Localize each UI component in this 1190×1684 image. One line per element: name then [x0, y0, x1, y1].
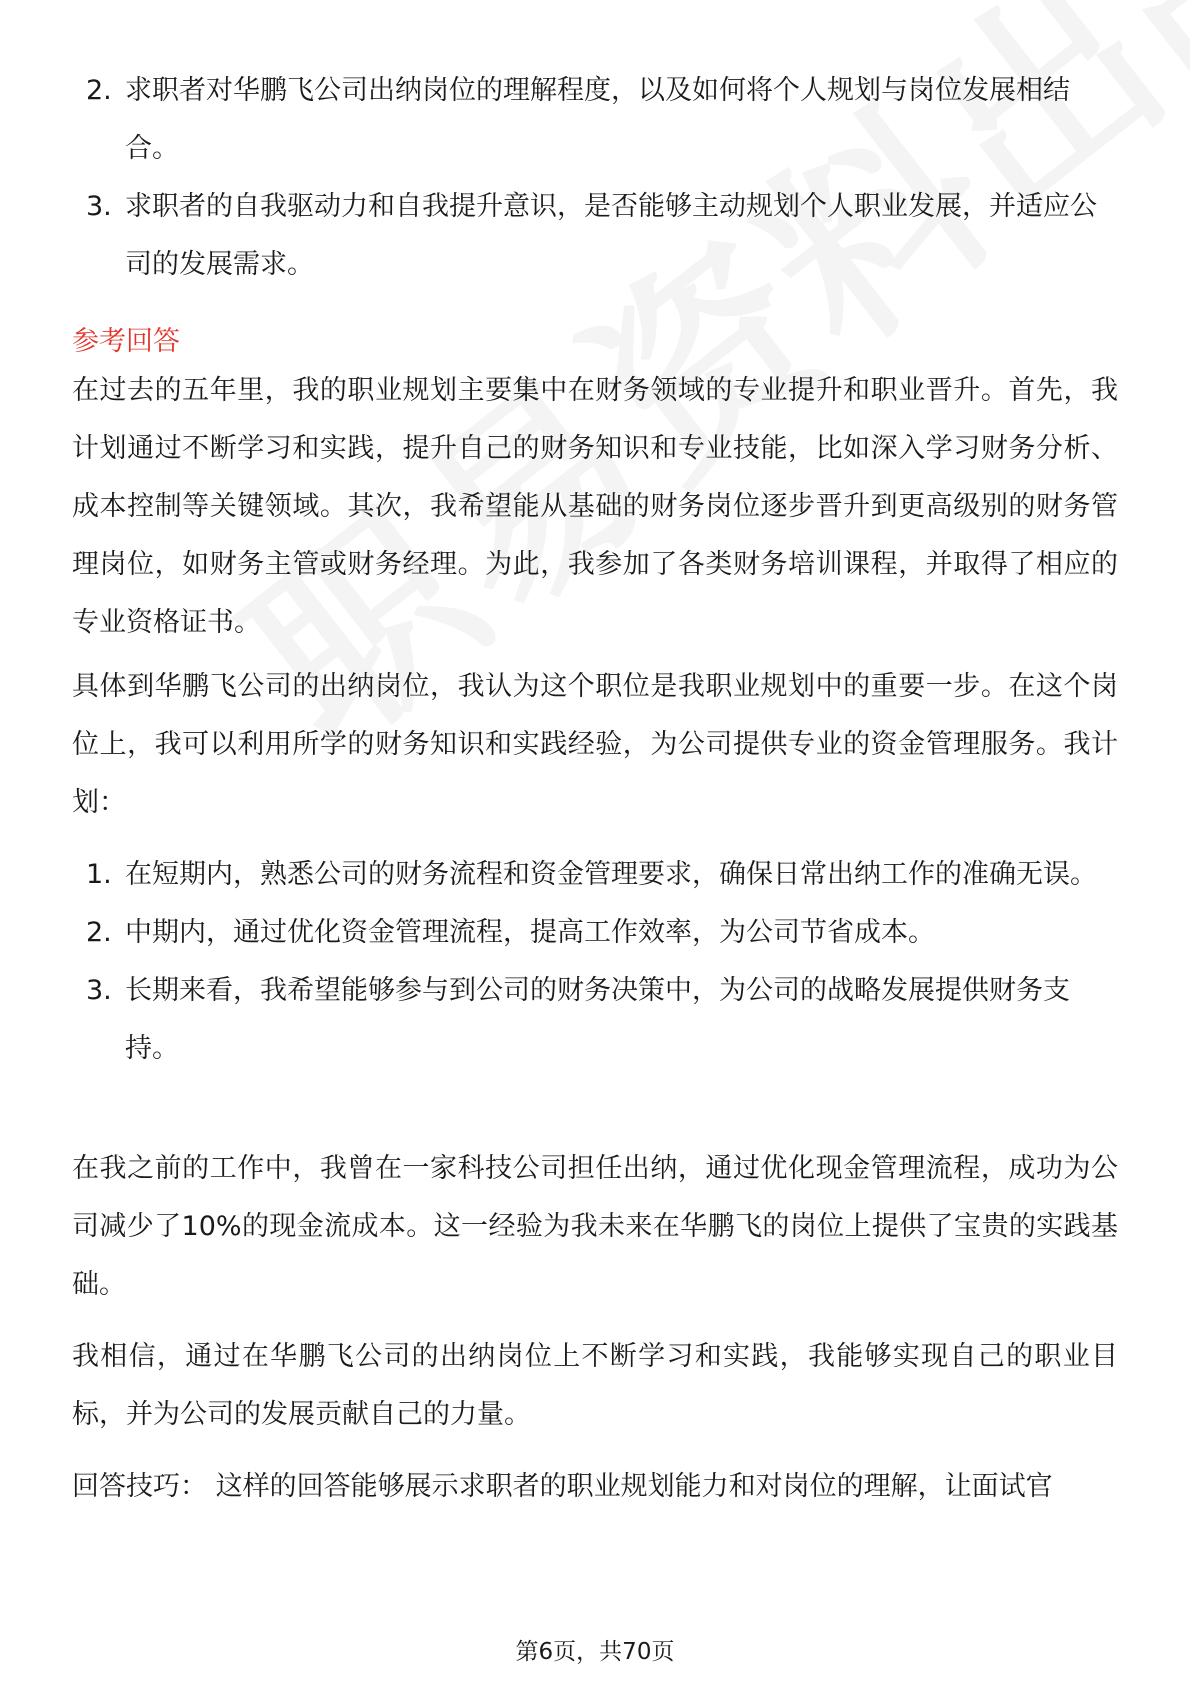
list-item-text: 中期内，通过优化资金管理流程，提高工作效率，为公司节省成本。 — [125, 917, 935, 948]
list-item — [0, 904, 1190, 962]
paragraph-belief: 我相信，通过在华鹏飞公司的出纳岗位上不断学习和实践，我能够实现自己的职业目标，并为公司的发展贡献自己的力量。 — [72, 1341, 1118, 1430]
paragraph-career-plan: 在过去的五年里，我的职业规划主要集中在财务领域的专业提升和职业晋升。首先，我计划通过不断学习和实践，提升自己的财务知识和专业技能，比如深入学习财务分析、成本控制等关键领域。其次，我希望能从基础的财务岗位逐步晋升到更高级别的财务管理岗位，如财务主管或财务经理。为此，我参加了各类财务培训课程，并取得了相应的专业资格证书。 — [72, 375, 1118, 638]
list-item-text: 长期来看，我希望能够参与到公司的财务决策中，为公司的战略发展提供财务支持。 — [125, 975, 1070, 1064]
page-number: 第6页，共70页 — [515, 1639, 675, 1665]
section-heading: 参考回答 — [72, 326, 180, 357]
paragraph-tips: 回答技巧： 这样的回答能够展示求职者的职业规划能力和对岗位的理解，让面试官 — [72, 1471, 1053, 1502]
list-item-number: 2. — [86, 75, 112, 106]
list-item-number: 2. — [86, 917, 112, 948]
paragraph-position: 具体到华鹏飞公司的出纳岗位，我认为这个职位是我职业规划中的重要一步。在这个岗位上，我可以利用所学的财务知识和实践经验，为公司提供专业的资金管理服务。我计划： — [72, 671, 1118, 818]
list-item-text: 在短期内，熟悉公司的财务流程和资金管理要求，确保日常出纳工作的准确无误。 — [125, 859, 1097, 890]
list-item-number: 3. — [86, 191, 112, 222]
plan-list — [0, 846, 1190, 1078]
list-item-text: 求职者对华鹏飞公司出纳岗位的理解程度，以及如何将个人规划与岗位发展相结合。 — [125, 75, 1070, 164]
paragraph-experience: 在我之前的工作中，我曾在一家科技公司担任出纳，通过优化现金管理流程，成功为公司减少了10%的现金流成本。这一经验为我未来在华鹏飞的岗位上提供了宝贵的实践基础。 — [72, 1153, 1118, 1300]
requirements-list — [0, 62, 1190, 294]
list-item — [0, 846, 1190, 904]
list-item-number: 1. — [86, 859, 112, 890]
list-item-text: 求职者的自我驱动力和自我提升意识，是否能够主动规划个人职业发展，并适应公司的发展需求。 — [125, 191, 1097, 280]
list-item — [0, 178, 1190, 294]
list-item — [0, 62, 1190, 178]
list-item — [0, 962, 1190, 1078]
list-item-number: 3. — [86, 975, 112, 1006]
